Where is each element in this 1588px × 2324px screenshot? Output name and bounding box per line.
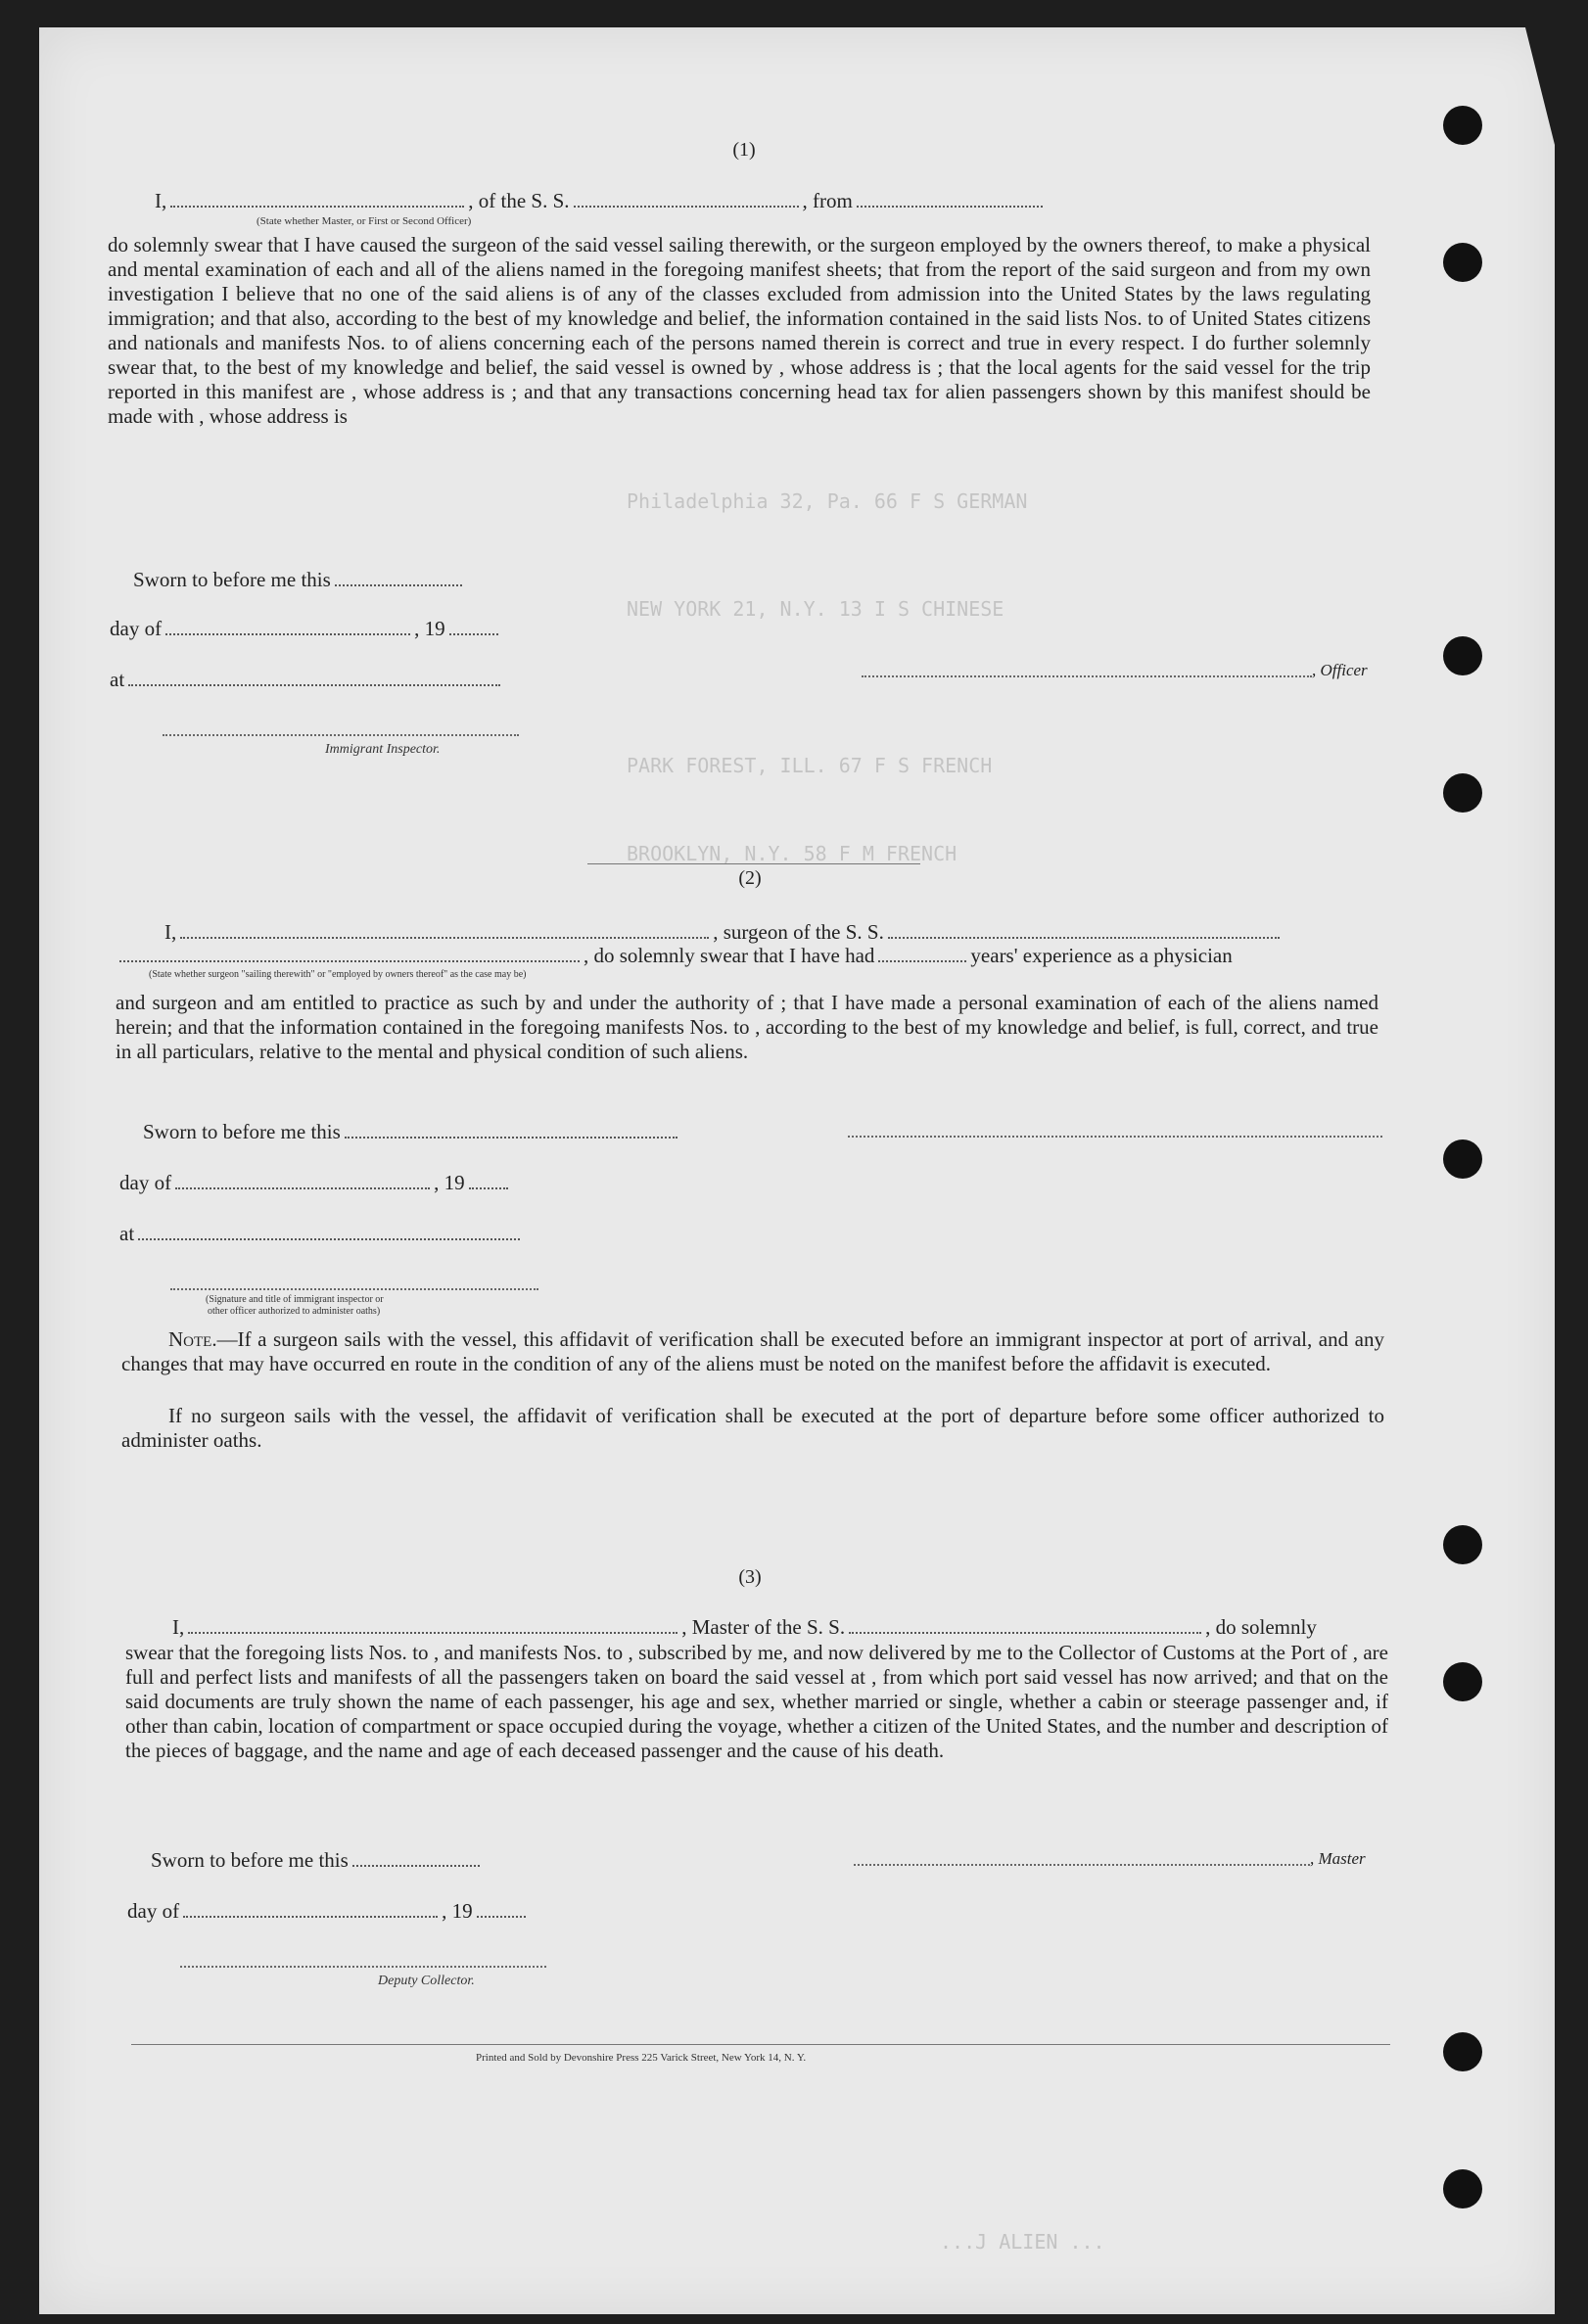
master-note: (State whether Master, or First or Second Officer)	[257, 215, 472, 227]
bleed-through-text: NEW YORK 21, N.Y. 13 I S CHINESE	[627, 597, 1004, 621]
section-number: (2)	[738, 867, 762, 889]
inspector-signature-line[interactable]	[163, 734, 519, 736]
binder-hole	[1443, 1525, 1482, 1564]
printer-credit: Printed and Sold by Devonshire Press 225 Varick Street, New York 14, N. Y.	[476, 2052, 807, 2064]
sworn-line: Sworn to before me this	[143, 1122, 681, 1142]
binder-hole	[1443, 1139, 1482, 1179]
oath-i: I,	[155, 189, 167, 212]
at-line: at	[110, 670, 504, 690]
of-ss-label: , of the S. S.	[468, 189, 570, 212]
deputy-label: Deputy Collector.	[378, 1974, 475, 1988]
binder-hole	[1443, 1662, 1482, 1701]
bleed-through-text: PARK FOREST, ILL. 67 F S FRENCH	[627, 754, 993, 777]
bleed-through-text: ...J ALIEN ...	[940, 2230, 1105, 2254]
day-line: day of , 19	[110, 619, 502, 639]
master-body: swear that the foregoing lists Nos. to , and manifests Nos. to , subscribed by me, and now delivered by me to the Collector of Customs at the Port of , are full and perfect lists and manifests of all the passengers taken on board the said vessel at , from which port said vessel has now arrived; and that on the said documents are truly shown the name of each passenger, his age and sex, whether married or single, whether a cabin or steerage passenger and, if other than cabin, location of compartment or space occupied during the voyage, whether a citizen of the United States, and the number and description of the pieces of baggage, and the name and age of each deceased passenger and the cause of his death.	[125, 1641, 1388, 1762]
note-paragraph: Note.—If a surgeon sails with the vessel, this affidavit of verification shall be executed before an immigrant inspector at port of arrival, and any changes that may have occurred en route in the condition of any of the aliens must be noted on the manifest before the affidavit is executed.	[121, 1327, 1384, 1375]
surgeon-body: and surgeon and am entitled to practice as such by and under the authority of ; that I have made a personal examination of each of the aliens named herein; and that the information contained in the foregoing manifests Nos. to , according to the best of my knowledge and belief, is full, correct, and true in all particulars, relative to the mental and physical condition of such aliens.	[116, 991, 1378, 1063]
day-line: day of , 19	[119, 1173, 512, 1193]
officer-label: , Officer	[1312, 661, 1368, 679]
binder-hole	[1443, 106, 1482, 145]
inspector-signature-line[interactable]	[170, 1288, 538, 1290]
bleed-through-text: BROOKLYN, N.Y. 58 F M FRENCH	[627, 842, 957, 865]
note-paragraph: If no surgeon sails with the vessel, the affidavit of verification shall be executed at the port of departure before some officer authorized to administer oaths.	[121, 1404, 1384, 1452]
surgeon-signature-line[interactable]	[848, 1136, 1382, 1138]
surgeon-line: I, , surgeon of the S. S.	[164, 922, 1284, 943]
section-number: (1)	[732, 139, 756, 161]
master-line: I, , Master of the S. S. , do solemnly	[172, 1615, 1317, 1639]
master-signature-line[interactable]	[854, 1864, 1310, 1866]
sworn-line: Sworn to before me this	[133, 570, 466, 590]
folded-corner	[1525, 27, 1555, 145]
port-blank[interactable]	[857, 206, 1043, 208]
experience-line: , do solemnly swear that I have had years' experience as a physician	[116, 946, 1233, 966]
footer-rule	[131, 2044, 1390, 2045]
day-line: day of , 19	[127, 1901, 530, 1922]
vessel-blank[interactable]	[574, 206, 799, 208]
section-number: (3)	[738, 1566, 762, 1588]
signature-note: (Signature and title of immigrant inspector or	[206, 1294, 384, 1305]
sworn-line: Sworn to before me this	[151, 1850, 484, 1871]
binder-hole	[1443, 773, 1482, 813]
officer-signature-line[interactable]	[862, 675, 1312, 677]
from-label: , from	[802, 189, 853, 212]
master-label: , Master	[1310, 1849, 1366, 1868]
inspector-label: Immigrant Inspector.	[325, 742, 441, 757]
signature-note: other officer authorized to administer oaths)	[208, 1306, 381, 1317]
bleed-through-text: Philadelphia 32, Pa. 66 F S GERMAN	[627, 489, 1028, 513]
binder-hole	[1443, 636, 1482, 675]
binder-hole	[1443, 2032, 1482, 2071]
binder-hole	[1443, 2169, 1482, 2208]
name-blank[interactable]	[170, 206, 464, 208]
at-line: at	[119, 1224, 524, 1244]
surgeon-note: (State whether surgeon "sailing therewith" or "employed by owners thereof" as the case may be)	[149, 969, 527, 980]
oath-line	[155, 191, 1047, 211]
oath-body: do solemnly swear that I have caused the surgeon of the said vessel sailing therewith, or the surgeon employed by the owners thereof, to make a physical and mental examination of each and all of the aliens named in the foregoing manifest sheets; that from the report of the said surgeon and from my own investigation I believe that no one of the said aliens is of any of the classes excluded from admission into the United States by the laws regulating immigration; and that also, according to the best of my knowledge and belief, the information contained in the said lists Nos. to of United States citizens and nationals and manifests Nos. to of aliens concerning each of the persons named therein is correct and true in every respect. I do further solemnly swear that, to the best of my knowledge and belief, the said vessel is owned by , whose address is ; that the local agents for the said vessel for the trip reported in this manifest are , whose address is ; and that any transactions concerning head tax for alien passengers shown by this manifest should be made with , whose address is	[108, 233, 1371, 428]
binder-hole	[1443, 243, 1482, 282]
collector-signature-line[interactable]	[180, 1966, 546, 1968]
section-divider	[587, 863, 920, 864]
